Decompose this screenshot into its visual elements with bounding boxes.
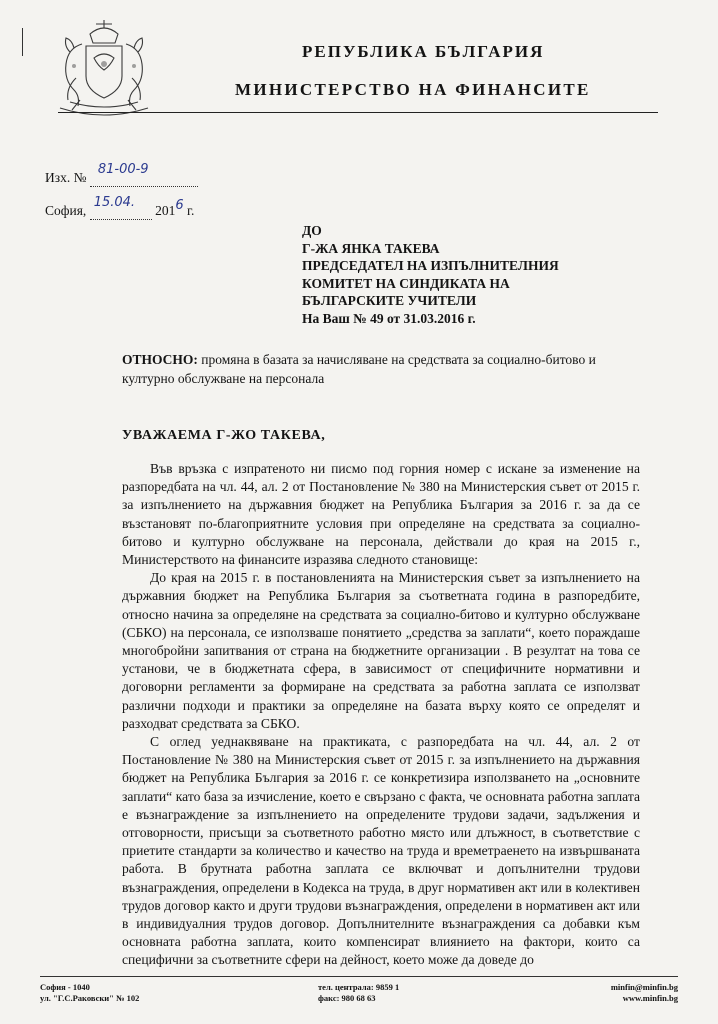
- registration-date-row: [45, 195, 195, 220]
- footer-contacts: [318, 982, 399, 1004]
- registration-number-row: [45, 162, 198, 187]
- letter-body: [122, 460, 640, 970]
- footer-phone: тел. централа: 9859 1: [318, 982, 400, 992]
- footer-fax: факс: 980 68 63: [318, 993, 376, 1003]
- country-title: РЕПУБЛИКА БЪЛГАРИЯ: [302, 42, 545, 61]
- addressee-line: На Ваш № 49 от 31.03.2016 г.: [302, 310, 476, 326]
- registration-number-value: 81-00-9: [97, 162, 149, 177]
- body-paragraph: С оглед уеднаквяване на практиката, с разпоредбата на чл. 44, ал. 2 от Постановление № 380 на Министерския съвет от 2015 г. за изпълнението на държавния бюджет на Република България за 2016 г. се конкретизира използването на „основните заплати“ като база за изчисление, което е свързано с факта, че основната работна заплата е възнаграждение за изпълнението на определените трудови задачи, задължения и отговорности, присъщи за съответното работно място или длъжност, в съответствие с приетите стандарти за количество и качество на труда и времетраенето на извършваната работа. В брутната работна заплата се включват и допълнителни трудови възнаграждения, определени в Кодекса на труда, в друг нормативен акт или в колективен трудов договор както и други трудови възнаграждения, определени в нормативен акт или в индивидуалния трудов договор. Допълнителните възнаграждения са добавки към основната работна заплата, които компенсират влиянието на фактори, които са специфични за съответните сфери на дейност, което може да доведе до: [122, 734, 640, 968]
- registration-number-label: Изх. №: [45, 170, 87, 185]
- page-edge-mark: [22, 28, 23, 56]
- subject-text: промяна в базата за начисляване на средствата за социално-битово и културно обслужване на персонала: [122, 352, 596, 386]
- addressee-line: Г-ЖА ЯНКА ТАКЕВА: [302, 240, 440, 256]
- addressee-block: [302, 222, 559, 327]
- footer-divider: [40, 976, 678, 977]
- footer-address: [40, 982, 139, 1004]
- footer-website: www.minfin.bg: [622, 993, 678, 1003]
- footer-street: ул. "Г.С.Раковски" № 102: [40, 993, 140, 1003]
- addressee-line: КОМИТЕТ НА СИНДИКАТА НА: [302, 275, 510, 291]
- footer-online: [608, 982, 678, 1004]
- registration-year-digit: 6: [175, 198, 184, 213]
- body-paragraph: До края на 2015 г. в постановленията на Министерския съвет за изпълнението на държавния бюджет на Република България за съответната година в разпоредбите, относно начина за определяне на средствата за социално-битово и културно обслужване (СБКО) на персонала, се използваше понятието „средства за заплати“, което пораждаше многобройни запитвания от страна на бюджетните организации . В резултат на това се установи, че в бюджетната сфера, в зависимост от специфичните нормативни и договорни регламенти за формиране на средствата за работна заплата се използват различни подходи и практики за определяне на базата върху която се определят и разходват средствата за СБКО.: [122, 570, 640, 731]
- registration-date-value: 15.04.: [93, 195, 136, 210]
- coat-of-arms-icon: [40, 18, 168, 124]
- addressee-line: ПРЕДСЕДАТЕЛ НА ИЗПЪЛНИТЕЛНИЯ: [302, 258, 559, 273]
- subject-label: ОТНОСНО:: [122, 352, 198, 367]
- footer-email: minfin@minfin.bg: [610, 982, 678, 992]
- salutation: УВАЖАЕМА Г-ЖО ТАКЕВА,: [122, 428, 326, 443]
- subject-line: [122, 350, 640, 388]
- registration-year-suffix: г.: [186, 203, 195, 218]
- header-divider: [58, 112, 658, 113]
- body-paragraph: Във връзка с изпратеното ни писмо под горния номер с искане за изменение на разпоредбата на чл. 44, ал. 2 от Постановление № 380 на Министерския съвет от 2015 г. за изпълнението на държавния бюджет на Република България за 2016 г. за да се възстановят по-благоприятните условия при определяне на средствата за социално-битово и културно обслужване на персонала, действали до края на 2015 г., Министерството на финансите изразява следното становище:: [122, 461, 640, 568]
- registration-date-label: София,: [45, 203, 87, 218]
- addressee-line: ДО: [302, 223, 322, 238]
- footer-city: София - 1040: [40, 982, 90, 992]
- registration-year-prefix: 201: [155, 203, 176, 218]
- ministry-title: МИНИСТЕРСТВО НА ФИНАНСИТЕ: [235, 80, 591, 99]
- addressee-line: БЪЛГАРСКИТЕ УЧИТЕЛИ: [302, 293, 477, 308]
